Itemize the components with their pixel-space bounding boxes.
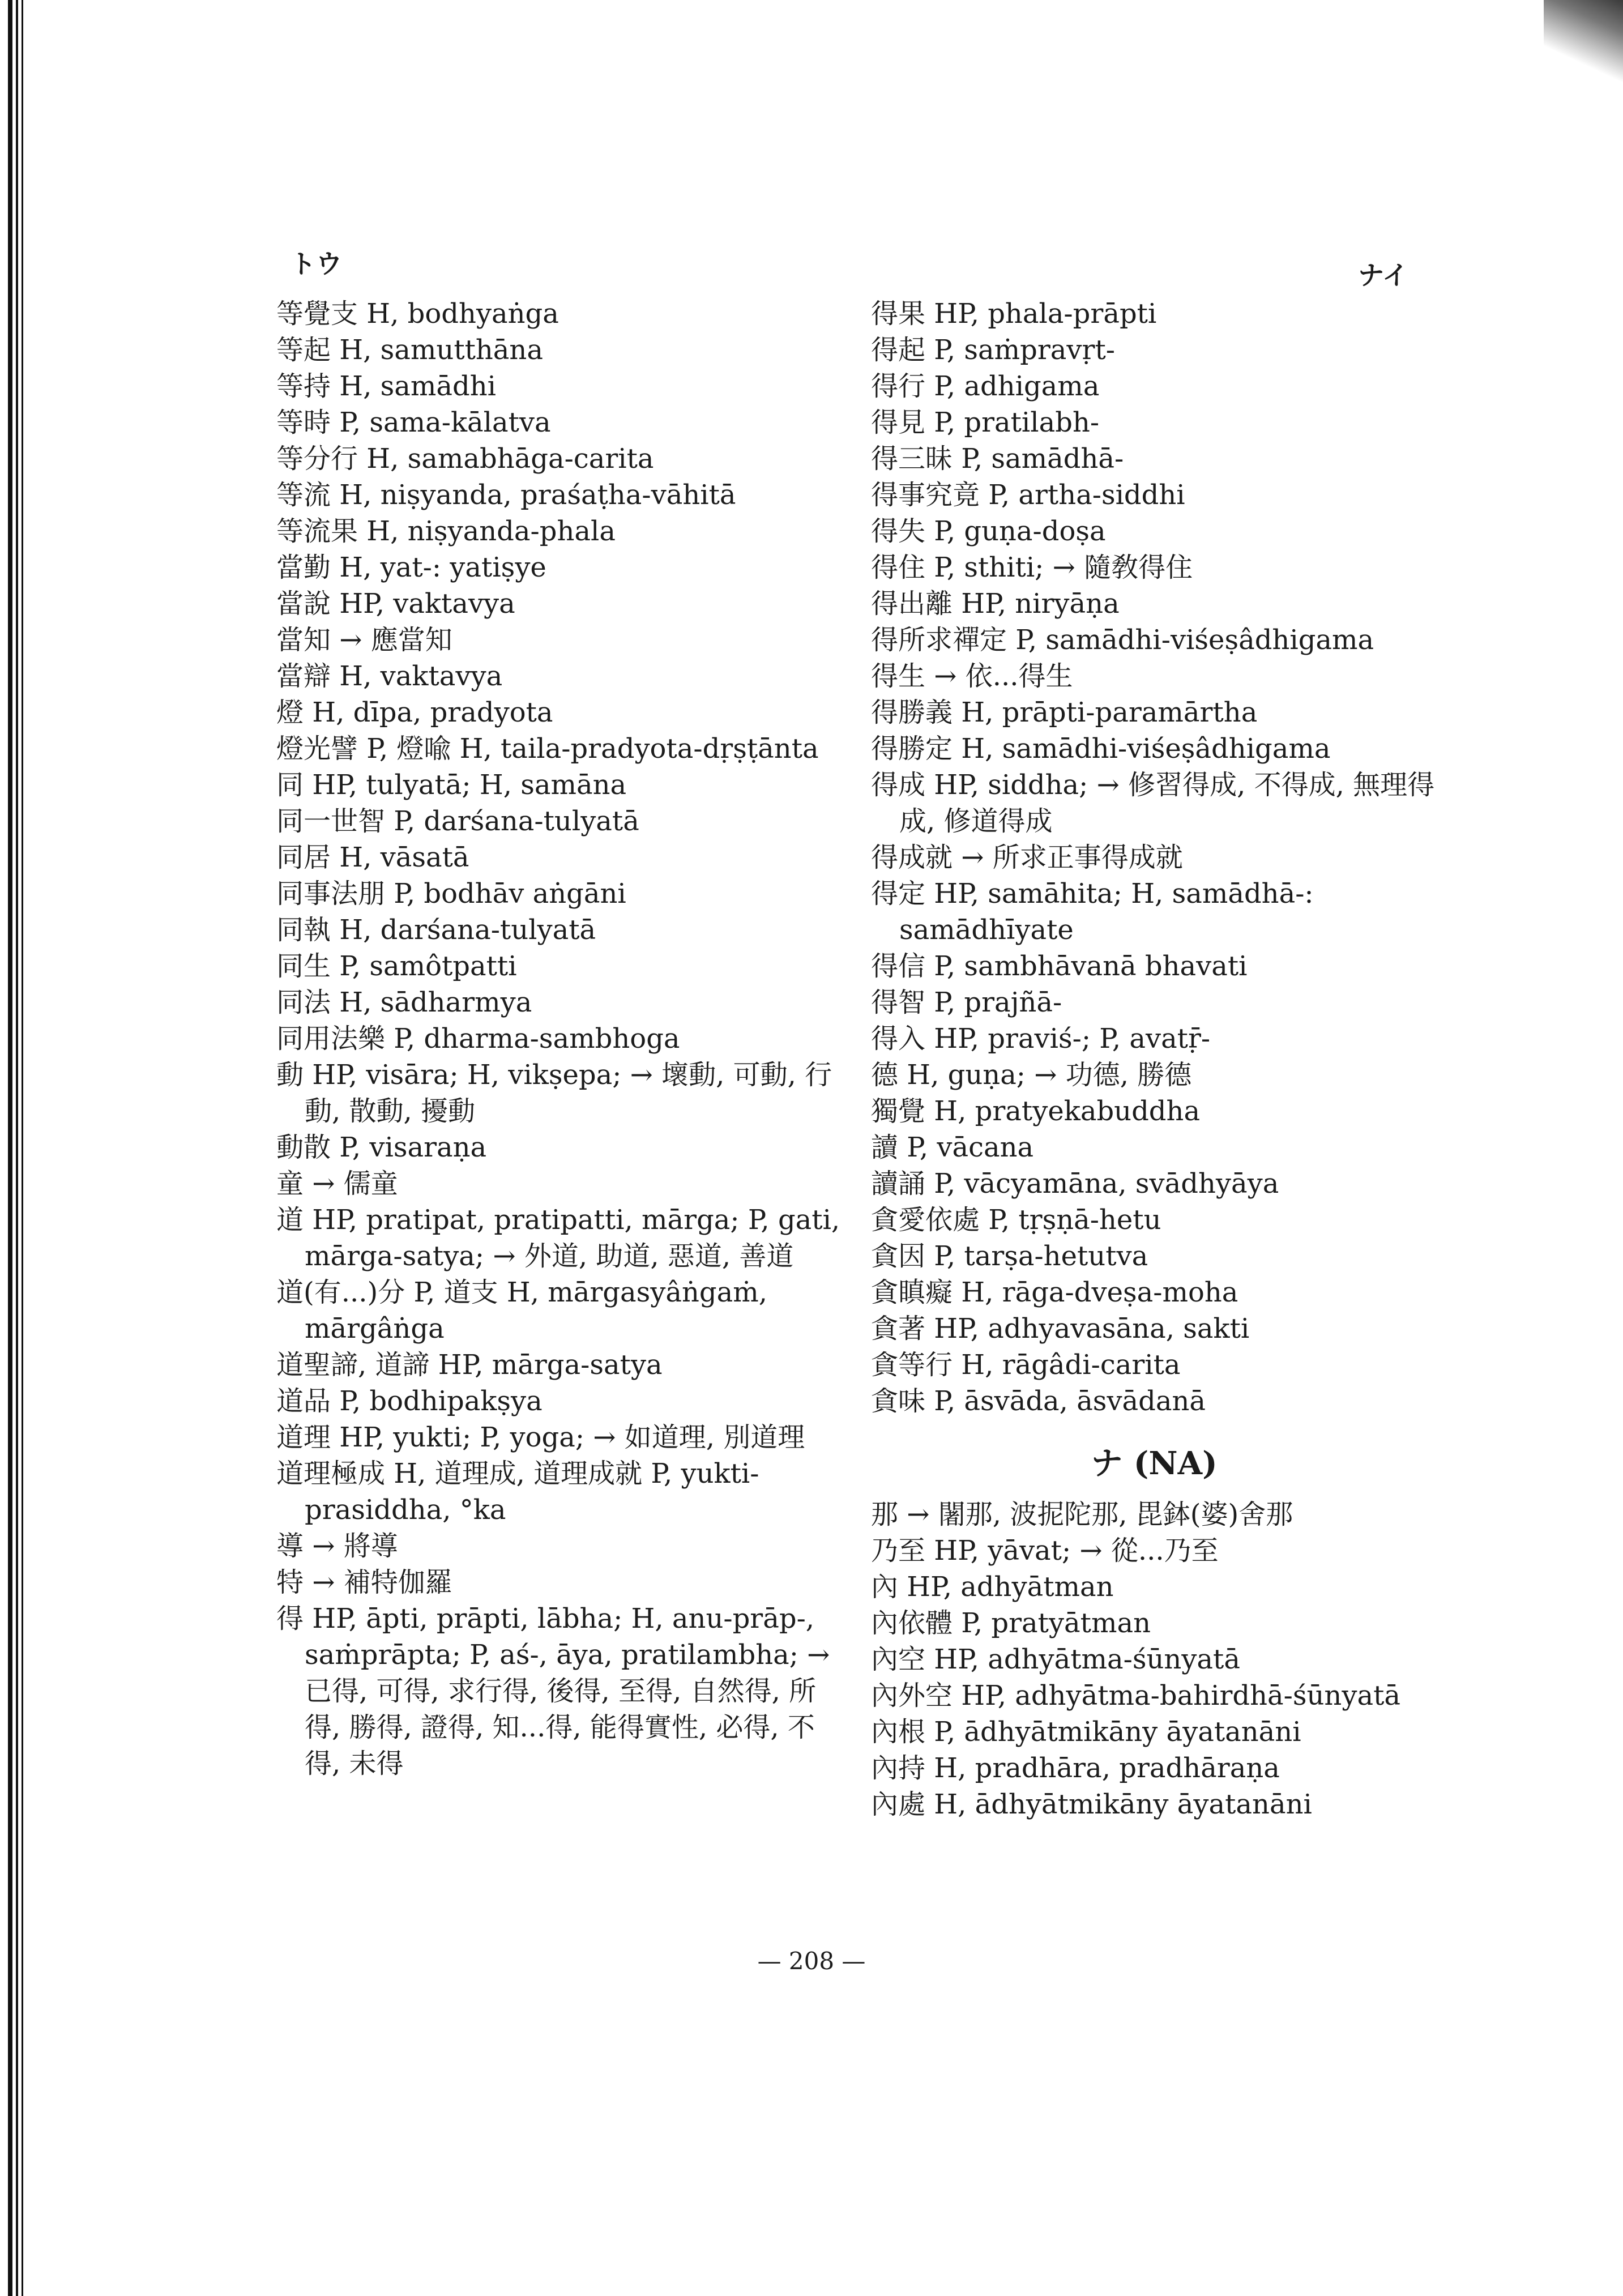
- dictionary-entry: 獨覺 H, pratyekabuddha: [871, 1095, 1201, 1127]
- dictionary-entry: 童 → 儒童: [276, 1168, 398, 1200]
- dictionary-entry: 得生 → 依...得生: [871, 660, 1073, 692]
- dictionary-entry: 內外空 HP, adhyātma-bahirdhā-śūnyatā: [871, 1680, 1400, 1712]
- dictionary-entry: 讀誦 P, vācyamāna, svādhyāya: [871, 1168, 1279, 1200]
- dictionary-entry: 等流果 H, niṣyanda-phala: [276, 515, 616, 547]
- page-corner-shadow: [1544, 0, 1623, 147]
- running-head-right: ナイ: [1358, 260, 1408, 291]
- dictionary-entry: 等持 H, samādhi: [276, 370, 497, 402]
- dictionary-entry: 等分行 H, samabhāga-carita: [276, 443, 654, 475]
- dictionary-entry: 內 HP, adhyātman: [871, 1571, 1114, 1603]
- dictionary-entry: 同事法朋 P, bodhāv aṅgāni: [276, 878, 626, 910]
- dictionary-entry: 得定 HP, samāhita; H, samādhā-: samādhīyate: [871, 878, 1322, 946]
- dictionary-entry: 乃至 HP, yāvat; → 從...乃至: [871, 1535, 1219, 1567]
- right-column: [871, 296, 1437, 1823]
- dictionary-entry: 得信 P, sambhāvanā bhavati: [871, 950, 1248, 982]
- dictionary-entry: 內根 P, ādhyātmikāny āyatanāni: [871, 1716, 1301, 1748]
- dictionary-entry: 內持 H, pradhāra, pradhāraṇa: [871, 1752, 1280, 1784]
- dictionary-entry: 得智 P, prajñā-: [871, 987, 1062, 1018]
- dictionary-entry: 內空 HP, adhyātma-śūnyatā: [871, 1644, 1240, 1675]
- dictionary-entry: 得起 P, saṁpravṛt-: [871, 334, 1115, 366]
- dictionary-entry: 得入 HP, praviś-; P, avatṝ-: [871, 1023, 1211, 1055]
- dictionary-entry: 得出離 HP, niryāṇa: [871, 588, 1120, 620]
- dictionary-entry: 同法 H, sādharmya: [276, 987, 532, 1018]
- dictionary-entry: 等時 P, sama-kālatva: [276, 407, 551, 438]
- dictionary-entry: 特 → 補特伽羅: [276, 1567, 452, 1598]
- dictionary-entry: 當勤 H, yat-: yatiṣye: [276, 552, 546, 583]
- dictionary-entry: 同一世智 P, darśana-tulyatā: [276, 805, 639, 837]
- dictionary-entry: 同生 P, samôtpatti: [276, 950, 517, 982]
- dictionary-entry: 同執 H, darśana-tulyatā: [276, 914, 596, 946]
- dictionary-entry: 得三昧 P, samādhā-: [871, 443, 1124, 475]
- dictionary-entry: 動 HP, visāra; H, vikṣepa; → 壞動, 可動, 行動, 散動, 擾動: [276, 1059, 832, 1127]
- dictionary-entry: 得事究竟 P, artha-siddhi: [871, 479, 1185, 511]
- dictionary-entry: 等起 H, samutthāna: [276, 334, 543, 366]
- dictionary-entry: 得勝定 H, samādhi-viśeṣâdhigama: [871, 733, 1331, 765]
- dictionary-entry: 同 HP, tulyatā; H, samāna: [276, 769, 627, 801]
- dictionary-entry: 得住 P, sthiti; → 隨敎得住: [871, 552, 1193, 583]
- page-number: — 208 —: [757, 1947, 866, 1975]
- dictionary-entry: 得成 HP, siddha; → 修習得成, 不得成, 無理得成, 修道得成: [871, 769, 1435, 837]
- dictionary-entry: 等流 H, niṣyanda, praśaṭha-vāhitā: [276, 479, 736, 511]
- dictionary-entry: 當說 HP, vaktavya: [276, 588, 515, 620]
- dictionary-entry: 貪愛依處 P, tṛṣṇā-hetu: [871, 1204, 1161, 1236]
- dictionary-entry: 那 → 闍那, 波抳陀那, 毘鉢(婆)舍那: [871, 1499, 1293, 1530]
- dictionary-entry: 貪瞋癡 H, rāga-dveṣa-moha: [871, 1277, 1238, 1308]
- dictionary-entry: 得見 P, pratilabh-: [871, 407, 1100, 438]
- dictionary-entry: 道理極成 H, 道理成, 道理成就 P, yukti-prasiddha, °ka: [276, 1458, 759, 1526]
- dictionary-entry: 當辯 H, vaktavya: [276, 660, 503, 692]
- dictionary-entry: 得所求禪定 P, samādhi-viśeṣâdhigama: [871, 624, 1374, 656]
- dictionary-entry: 德 H, guṇa; → 功德, 勝德: [871, 1059, 1192, 1091]
- dictionary-entry: 得勝義 H, prāpti-paramārtha: [871, 697, 1258, 728]
- dictionary-entry: 道聖諦, 道諦 HP, mārga-satya: [276, 1349, 663, 1381]
- dictionary-entry: 貪著 HP, adhyavasāna, sakti: [871, 1313, 1250, 1345]
- dictionary-entry: 道(有...)分 P, 道支 H, mārgasyâṅgaṁ, mārgâṅga: [276, 1277, 776, 1345]
- dictionary-entry: 貪因 P, tarṣa-hetutva: [871, 1240, 1148, 1272]
- dictionary-entry: 同居 H, vāsatā: [276, 842, 469, 873]
- dictionary-entry: 導 → 將導: [276, 1530, 398, 1562]
- dictionary-entry: 等覺支 H, bodhyaṅga: [276, 298, 559, 330]
- dictionary-entry: 內處 H, ādhyātmikāny āyatanāni: [871, 1789, 1312, 1820]
- dictionary-entry: 道品 P, bodhipakṣya: [276, 1385, 543, 1417]
- dictionary-entry: 得失 P, guṇa-doṣa: [871, 515, 1106, 547]
- dictionary-entry: 得成就 → 所求正事得成就: [871, 842, 1183, 873]
- dictionary-entry: 得行 P, adhigama: [871, 370, 1100, 402]
- running-head-left: トウ: [290, 249, 342, 279]
- dictionary-entry: 內依體 P, pratyātman: [871, 1607, 1151, 1639]
- dictionary-entry: 道 HP, pratipat, pratipatti, mārga; P, gati, mārga-satya; → 外道, 助道, 惡道, 善道: [276, 1204, 849, 1272]
- dictionary-entry: 道理 HP, yukti; P, yoga; → 如道理, 別道理: [276, 1422, 805, 1453]
- dictionary-entry: 燈光譬 P, 燈喩 H, taila-pradyota-dṛṣṭānta: [276, 733, 819, 765]
- dictionary-entry: 讀 P, vācana: [871, 1132, 1034, 1163]
- section-heading: ナ (NA): [1091, 1445, 1218, 1482]
- dictionary-entry: 貪味 P, āsvāda, āsvādanā: [871, 1385, 1206, 1417]
- dictionary-entry: 得 HP, āpti, prāpti, lābha; H, anu-prāp-, saṁprāpta; P, aś-, āya, pratilambha; → 已得, 可得, 求行得, 後得, 至得, 自然得, 所得, 勝得, 證得, 知...得, 能得實性, 必得, 不得, 未得: [276, 1603, 839, 1779]
- dictionary-entry: 同用法樂 P, dharma-sambhoga: [276, 1023, 680, 1055]
- left-column: [276, 296, 849, 1782]
- dictionary-entry: 當知 → 應當知: [276, 624, 452, 656]
- dictionary-entry: 得果 HP, phala-prāpti: [871, 298, 1157, 330]
- dictionary-entry: 燈 H, dīpa, pradyota: [276, 697, 553, 728]
- dictionary-entry: 貪等行 H, rāgâdi-carita: [871, 1349, 1181, 1381]
- dictionary-entry: 動散 P, visaraṇa: [276, 1132, 487, 1163]
